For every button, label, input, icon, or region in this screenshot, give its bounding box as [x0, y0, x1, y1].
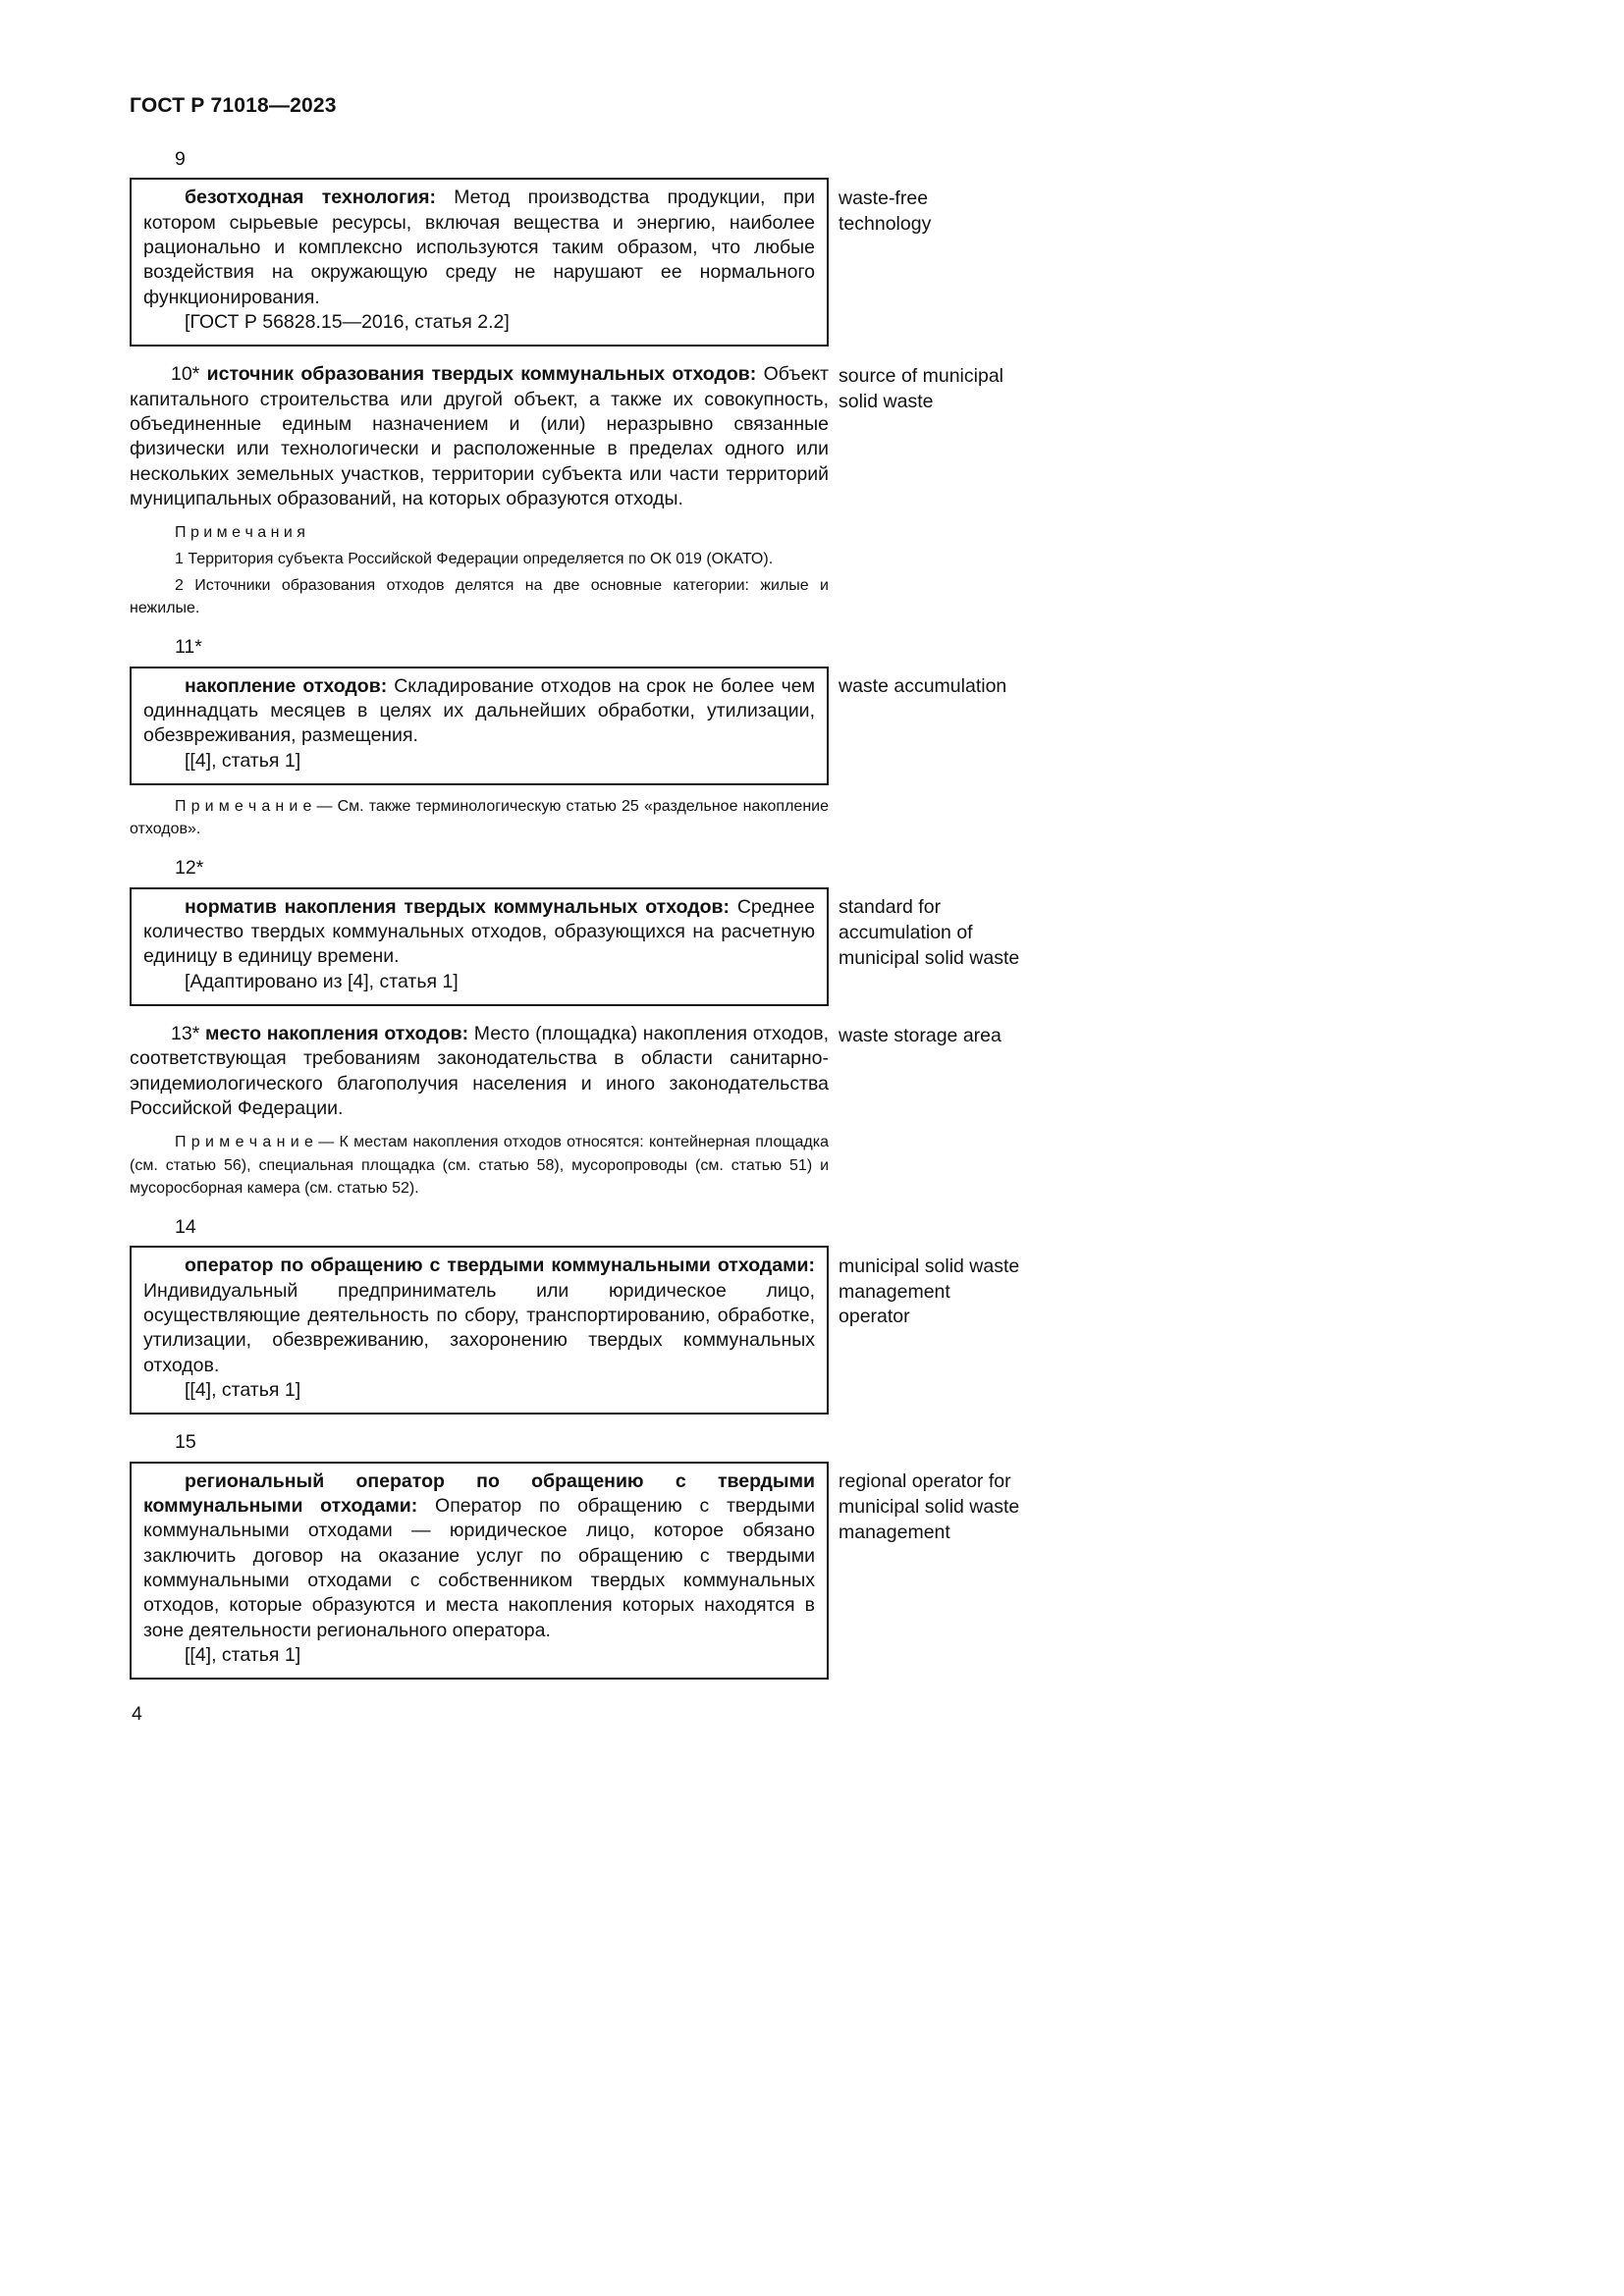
- notes-block: [130, 1131, 829, 1200]
- entry-number: 13*: [171, 1023, 200, 1045]
- term-entry-10: [130, 362, 1229, 619]
- notes-header: П р и м е ч а н и я: [175, 524, 305, 542]
- note-text: 2 Источники образования отходов делятся на две основные категории: жилые и нежилые.: [130, 576, 829, 617]
- term-title: безотходная технология:: [185, 187, 436, 209]
- entry-number: 14: [175, 1215, 196, 1238]
- term-entry-14: [130, 1215, 1229, 1415]
- term-entry-13: [130, 1022, 1229, 1200]
- term-title: оператор по обращению с твердыми коммунальными отходами:: [185, 1255, 815, 1277]
- term-paragraph: [143, 1469, 815, 1643]
- english-equivalent: regional operator for municipal solid waste management: [839, 1470, 1020, 1543]
- entry-main-column: [130, 856, 829, 1006]
- term-definition: Индивидуальный предприниматель или юридическое лицо, осуществляющие деятельность по сбору, транспортированию, обработке, утилизации, обезвреживанию, захоронению твердых коммунальных отходов.: [143, 1279, 815, 1376]
- term-definition: Метод производства продукции, при котором сырьевые ресурсы, включая вещества и энергию, наиболее рационально и комплексно используются таким образом, что любые воздействия на окружающую среду не нарушают ее нормального функционирования.: [143, 187, 816, 308]
- term-title: норматив накопления твердых коммунальных отходов:: [185, 895, 731, 918]
- page-number: 4: [132, 1703, 142, 1726]
- term-definition: Среднее количество твердых коммунальных отходов, образующихся на расчетную единицу в единицу времени.: [143, 895, 815, 968]
- entry-main-column: [130, 1430, 829, 1680]
- page-content: [130, 147, 1229, 1726]
- term-entry-9: [130, 147, 1229, 347]
- entry-number: 11*: [175, 636, 202, 659]
- english-equivalent: waste-free technology: [839, 187, 932, 235]
- english-equivalent: waste accumulation: [839, 675, 1007, 698]
- term-paragraph: [143, 1254, 815, 1378]
- term-paragraph: [130, 1022, 829, 1121]
- term-source: [Адаптировано из [4], статья 1]: [185, 970, 459, 992]
- notes-block: [130, 521, 829, 619]
- term-definition: Объект капитального строительства или другой объект, а также их совокупность, объединенные единым назначением и (или) неразрывно связанные физически или технологически и расположенные в пределах одного или нескольких земельных участков, территории субъекта или части территорий муниципальных образований, на которых образуются отходы.: [130, 363, 829, 510]
- term-paragraph: [143, 895, 815, 970]
- entry-main-column: [130, 635, 829, 840]
- term-source: [ГОСТ Р 56828.15—2016, статья 2.2]: [185, 311, 510, 334]
- term-box: [130, 178, 829, 347]
- term-paragraph: [143, 674, 815, 749]
- term-source: [[4], статья 1]: [185, 1379, 301, 1402]
- note-text: 1 Территория субъекта Российской Федерации определяется по ОК 019 (ОКАТО).: [175, 550, 774, 567]
- english-equivalent: source of municipal solid waste: [839, 365, 1003, 413]
- term-title: накопление отходов:: [185, 674, 388, 697]
- term-paragraph: [130, 362, 829, 511]
- term-definition: Место (площадка) накопления отходов, соответствующая требованиям законодательства в области санитарно-эпидемиологического благополучия населения и иного законодательства Российской Федерации.: [130, 1023, 830, 1120]
- term-paragraph: [143, 186, 815, 310]
- note-text: П р и м е ч а н и е — См. также терминологическую статью 25 «раздельное накопление отходов».: [130, 797, 829, 838]
- note-text: П р и м е ч а н и е — К местам накопления отходов относятся: контейнерная площадка (см. статью 56), специальная площадка (см. статью 58), мусоропроводы (см. статью 51) и мусоросборная камера (см. статью 52).: [130, 1134, 829, 1197]
- term-entry-15: [130, 1430, 1229, 1680]
- entry-main-column: [130, 362, 829, 619]
- doc-code: ГОСТ Р 71018—2023: [130, 94, 337, 117]
- entry-main-column: [130, 1022, 829, 1200]
- term-source: [[4], статья 1]: [185, 749, 301, 772]
- entry-main-column: [130, 1215, 829, 1415]
- entry-number: 9: [175, 148, 186, 170]
- english-equivalent: waste storage area: [839, 1025, 1001, 1047]
- english-equivalent: municipal solid waste management operator: [839, 1255, 1020, 1328]
- term-definition: Оператор по обращению с твердыми коммунальными отходами — юридическое лицо, которое обязано заключить договор на оказание услуг по обращению с твердыми коммунальными отходами с собственником твердых коммунальных отходов, которые образуются и места накопления которых находятся в зоне деятельности регионального оператора.: [143, 1495, 815, 1641]
- term-definition: Складирование отходов на срок не более чем одиннадцать месяцев в целях их дальнейших обработки, утилизации, обезвреживания, размещения.: [143, 674, 815, 747]
- term-box: [130, 667, 829, 785]
- term-title: место накопления отходов:: [199, 1023, 469, 1045]
- term-box: [130, 887, 829, 1006]
- notes-block: [130, 795, 829, 840]
- entry-number: 10*: [171, 363, 200, 386]
- entry-number: 15: [175, 1431, 196, 1454]
- term-title: региональный оператор по обращению с твердыми коммунальными отходами:: [143, 1469, 815, 1518]
- english-equivalent: standard for accumulation of municipal solid waste: [839, 896, 1020, 969]
- term-box: [130, 1246, 829, 1415]
- term-entry-12: [130, 856, 1229, 1006]
- term-box: [130, 1462, 829, 1681]
- term-title: источник образования твердых коммунальных отходов:: [199, 363, 757, 386]
- entry-number: 12*: [175, 857, 204, 880]
- entry-main-column: [130, 147, 829, 347]
- term-source: [[4], статья 1]: [185, 1644, 301, 1667]
- term-entry-11: [130, 635, 1229, 840]
